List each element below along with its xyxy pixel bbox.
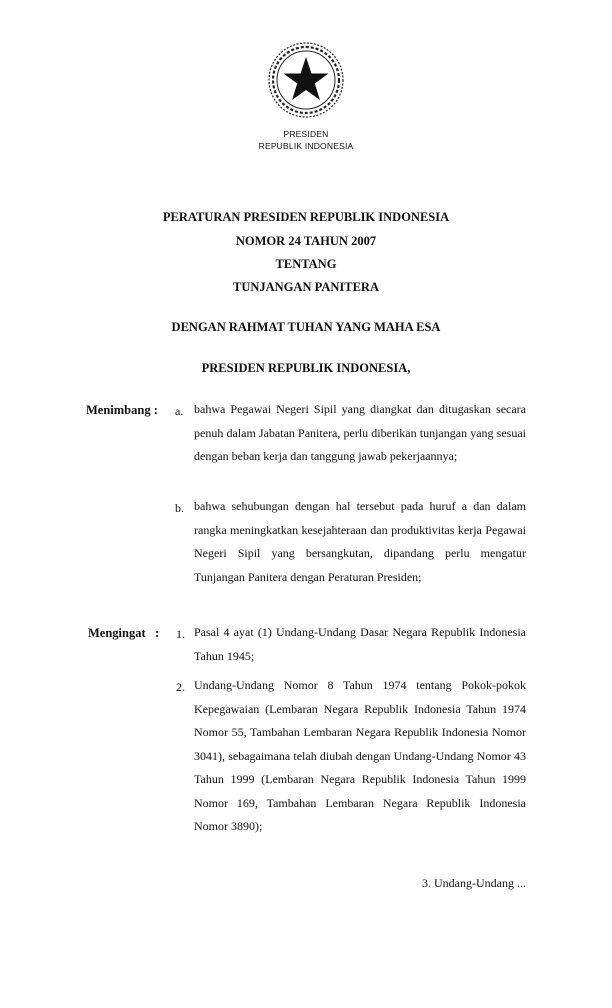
mengingat-item-1-marker: 1. xyxy=(176,627,185,641)
garuda-star-emblem xyxy=(266,40,346,120)
preamble-line-1: DENGAN RAHMAT TUHAN YANG MAHA ESA xyxy=(171,320,441,334)
mengingat-item-2-text: Undang-Undang Nomor 8 Tahun 1974 tentang Pokok-pokok Kepegawaian (Lembaran Negara Republik Indonesia Tahun 1974 Nomor 55, Tambahan Lembaran Negara Republik Indonesia Nomor 3041), sebagaimana telah diubah dengan Undang-Undang Nomor 43 Tahun 1999 (Lembaran Negara Republik Indonesia Tahun 1999 Nomor 169, Tambahan Lembaran Negara Republik Indonesia Nomor 3890); xyxy=(194,678,526,833)
star-wreath-icon xyxy=(266,40,346,120)
emblem-caption-republik: REPUBLIK INDONESIA xyxy=(258,141,354,151)
mengingat-item-2-marker: 2. xyxy=(176,680,185,694)
menimbang-item-b-text: bahwa sehubungan dengan hal tersebut pada huruf a dan dalam rangka meningkatkan kesejahteraan dan produktivitas kerja Pegawai Negeri Sipil yang bersangkutan, dipandang perlu mengatur Tunjangan Panitera dengan Peraturan Presiden; xyxy=(194,499,526,584)
menimbang-item-b-marker: b. xyxy=(175,501,184,515)
preamble-line-2: PRESIDEN REPUBLIK INDONESIA, xyxy=(201,361,411,375)
emblem-caption-presiden: PRESIDEN xyxy=(283,129,329,139)
mengingat-label: Mengingat : xyxy=(88,626,160,640)
page-continuation-note: 3. Undang-Undang ... xyxy=(422,876,526,890)
menimbang-item-a-marker: a. xyxy=(175,404,184,418)
title-line-1: PERATURAN PRESIDEN REPUBLIK INDONESIA xyxy=(162,210,450,224)
mengingat-item-1-text: Pasal 4 ayat (1) Undang-Undang Dasar Negara Republik Indonesia Tahun 1945; xyxy=(194,625,526,663)
title-line-4: TUNJANGAN PANITERA xyxy=(233,280,379,294)
menimbang-label: Menimbang : xyxy=(86,403,158,417)
title-line-3: TENTANG xyxy=(275,257,337,271)
title-line-2: NOMOR 24 TAHUN 2007 xyxy=(235,234,377,248)
menimbang-item-a-text: bahwa Pegawai Negeri Sipil yang diangkat dan ditugaskan secara penuh dalam Jabatan Panitera, perlu diberikan tunjangan yang sesuai dengan beban kerja dan tanggung jawab pekerjaannya; xyxy=(194,402,526,463)
